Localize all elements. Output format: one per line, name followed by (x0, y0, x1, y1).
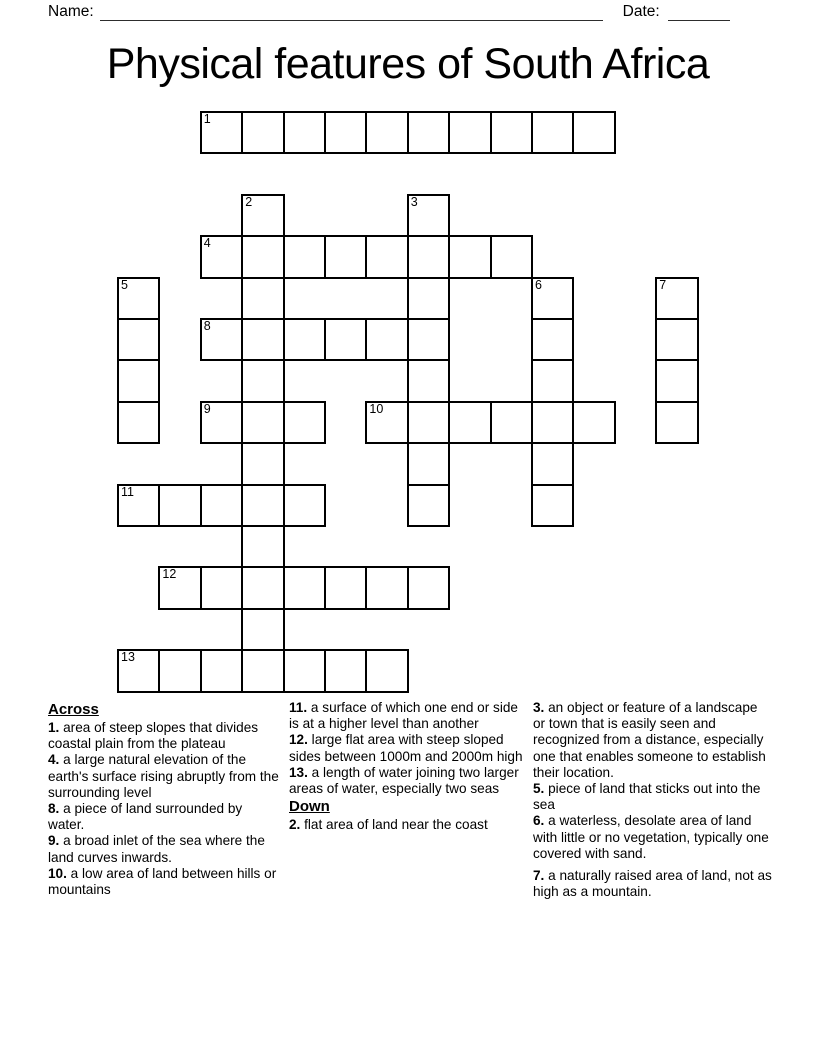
clue-item (48, 866, 282, 898)
clue-text: a surface of which one end or side is at a higher level than another (289, 700, 518, 732)
grid-cell[interactable] (200, 649, 243, 692)
name-field[interactable] (100, 4, 603, 21)
grid-cell[interactable] (572, 111, 615, 154)
across-header: Across (48, 701, 99, 718)
grid-cell[interactable] (531, 318, 574, 361)
grid-cell[interactable] (572, 401, 615, 444)
clue-item (48, 720, 282, 752)
grid-cell[interactable] (158, 484, 201, 527)
grid-cell[interactable] (283, 566, 326, 609)
date-field[interactable] (668, 4, 730, 21)
grid-cell[interactable] (241, 111, 284, 154)
grid-cell[interactable] (158, 566, 201, 609)
clue-number: 9. (48, 833, 60, 849)
clue-number: 11. (289, 700, 308, 715)
grid-cell[interactable] (324, 318, 367, 361)
clue-item (533, 781, 773, 813)
date-label: Date: (622, 3, 660, 20)
clue-text: a large natural elevation of the earth's surface rising abruptly from the surrounding level (48, 752, 279, 800)
cell-number: 13 (121, 650, 135, 665)
clue-number: 4. (48, 752, 60, 768)
clue-item (289, 817, 529, 833)
grid-cell[interactable] (655, 318, 698, 361)
grid-cell[interactable] (241, 525, 284, 568)
cell-number: 12 (162, 567, 177, 582)
clue-number: 5. (533, 781, 545, 797)
grid-cell[interactable] (200, 566, 243, 609)
grid-cell[interactable] (241, 277, 284, 320)
grid-cell[interactable] (365, 566, 408, 609)
cell-number: 11 (121, 484, 134, 499)
clue-item (289, 732, 529, 764)
grid-cell[interactable] (490, 111, 533, 154)
grid-cell[interactable] (490, 235, 533, 278)
grid-cell[interactable] (407, 401, 450, 444)
grid-cell[interactable] (117, 484, 160, 527)
name-date-row (48, 2, 748, 21)
grid-cell[interactable] (200, 235, 243, 278)
grid-cell[interactable] (407, 566, 450, 609)
grid-cell[interactable] (531, 359, 574, 402)
grid-cell[interactable] (117, 649, 160, 692)
grid-cell[interactable] (448, 401, 491, 444)
grid-cell[interactable] (531, 277, 574, 320)
clue-item (533, 868, 773, 900)
grid-cell[interactable] (283, 401, 326, 444)
cell-number: 6 (535, 277, 542, 292)
clue-text: a broad inlet of the sea where the land curves inwards. (48, 833, 265, 865)
grid-cell[interactable] (324, 649, 367, 692)
clues-column-down (533, 700, 773, 900)
clues-column-across (48, 700, 282, 898)
cell-number: 10 (369, 401, 384, 416)
grid-cell[interactable] (490, 401, 533, 444)
grid-cell[interactable] (283, 318, 326, 361)
crossword-grid (117, 111, 701, 695)
clue-text: an object or feature of a landscape or town that is easily seen and recognized from a distance, especially one that enables someone to establish their location. (533, 700, 766, 780)
down-header: Down (289, 798, 330, 816)
clue-text: a piece of land surrounded by water. (48, 801, 243, 833)
clue-text: a waterless, desolate area of land with little or no vegetation, typically one covered with sand. (533, 813, 769, 861)
grid-cell[interactable] (324, 111, 367, 154)
grid-cell[interactable] (117, 359, 160, 402)
grid-cell[interactable] (365, 318, 408, 361)
grid-cell[interactable] (365, 401, 408, 444)
name-label: Name: (48, 3, 94, 20)
grid-cell[interactable] (655, 401, 698, 444)
clue-number: 12. (289, 732, 308, 748)
cell-number: 7 (659, 277, 667, 292)
grid-cell[interactable] (241, 318, 284, 361)
clue-number: 2. (289, 817, 301, 833)
clue-number: 3. (533, 700, 545, 715)
page-title: Physical features of South Africa (106, 40, 710, 88)
grid-cell[interactable] (117, 277, 160, 320)
grid-cell[interactable] (448, 235, 491, 278)
grid-cell[interactable] (241, 359, 284, 402)
grid-cell[interactable] (365, 111, 408, 154)
clue-item (533, 700, 773, 781)
grid-cell[interactable] (200, 111, 243, 154)
grid-cell[interactable] (407, 442, 450, 485)
clue-number: 1. (48, 720, 60, 735)
clue-text: a low area of land between hills or mountains (48, 865, 277, 898)
grid-cell[interactable] (407, 235, 450, 278)
grid-cell[interactable] (365, 649, 408, 692)
cell-number: 9 (203, 401, 211, 416)
clue-item (289, 700, 529, 732)
grid-cell[interactable] (241, 649, 284, 692)
cell-number: 8 (203, 319, 211, 333)
cell-number: 1 (203, 112, 211, 126)
grid-cell[interactable] (283, 111, 326, 154)
grid-cell[interactable] (241, 608, 284, 651)
grid-cell[interactable] (241, 235, 284, 278)
grid-cell[interactable] (531, 111, 574, 154)
grid-cell[interactable] (407, 484, 450, 527)
grid-cell[interactable] (448, 111, 491, 154)
grid-cell[interactable] (241, 401, 284, 444)
grid-cell[interactable] (655, 277, 698, 320)
cell-number: 2 (245, 194, 253, 209)
grid-cell[interactable] (283, 235, 326, 278)
clue-item (48, 752, 282, 801)
grid-cell[interactable] (241, 442, 284, 485)
grid-cell[interactable] (531, 401, 574, 444)
clue-item (48, 801, 282, 833)
grid-cell[interactable] (407, 359, 450, 402)
clue-text: flat area of land near the coast (300, 817, 488, 833)
grid-cell[interactable] (407, 277, 450, 320)
grid-cell[interactable] (283, 649, 326, 692)
clue-number: 10. (48, 865, 67, 881)
grid-cell[interactable] (365, 235, 408, 278)
grid-cell[interactable] (324, 566, 367, 609)
grid-cell[interactable] (655, 359, 698, 402)
clues-column-middle (289, 700, 529, 833)
grid-cell[interactable] (200, 318, 243, 361)
grid-cell[interactable] (241, 484, 284, 527)
grid-cell[interactable] (200, 484, 243, 527)
clue-text: area of steep slopes that divides coastal plain from the plateau (48, 720, 259, 752)
clue-number: 8. (48, 801, 60, 817)
grid-cell[interactable] (283, 484, 326, 527)
grid-cell[interactable] (407, 194, 450, 237)
grid-cell[interactable] (117, 318, 160, 361)
cell-number: 4 (203, 236, 211, 251)
clue-number: 6. (533, 813, 545, 829)
grid-cell[interactable] (407, 111, 450, 154)
grid-cell[interactable] (200, 401, 243, 444)
grid-cell[interactable] (117, 401, 160, 444)
clue-text: a length of water joining two larger areas of water, especially two seas (289, 764, 519, 797)
grid-cell[interactable] (241, 566, 284, 609)
clue-number: 7. (533, 868, 545, 884)
grid-cell[interactable] (241, 194, 284, 237)
grid-cell[interactable] (531, 484, 574, 527)
cell-number: 3 (410, 194, 418, 209)
clue-item (48, 833, 282, 865)
cell-number: 5 (121, 277, 128, 292)
clue-text: large flat area with steep sloped sides between 1000m and 2000m high (289, 732, 523, 764)
clue-number: 13. (289, 764, 308, 780)
clue-item (533, 813, 773, 862)
clue-item (289, 765, 529, 797)
grid-cell[interactable] (158, 649, 201, 692)
clue-text: piece of land that sticks out into the sea (533, 781, 761, 813)
clue-text: a naturally raised area of land, not as high as a mountain. (533, 868, 772, 900)
grid-cell[interactable] (531, 442, 574, 485)
grid-cell[interactable] (407, 318, 450, 361)
grid-cell[interactable] (324, 235, 367, 278)
